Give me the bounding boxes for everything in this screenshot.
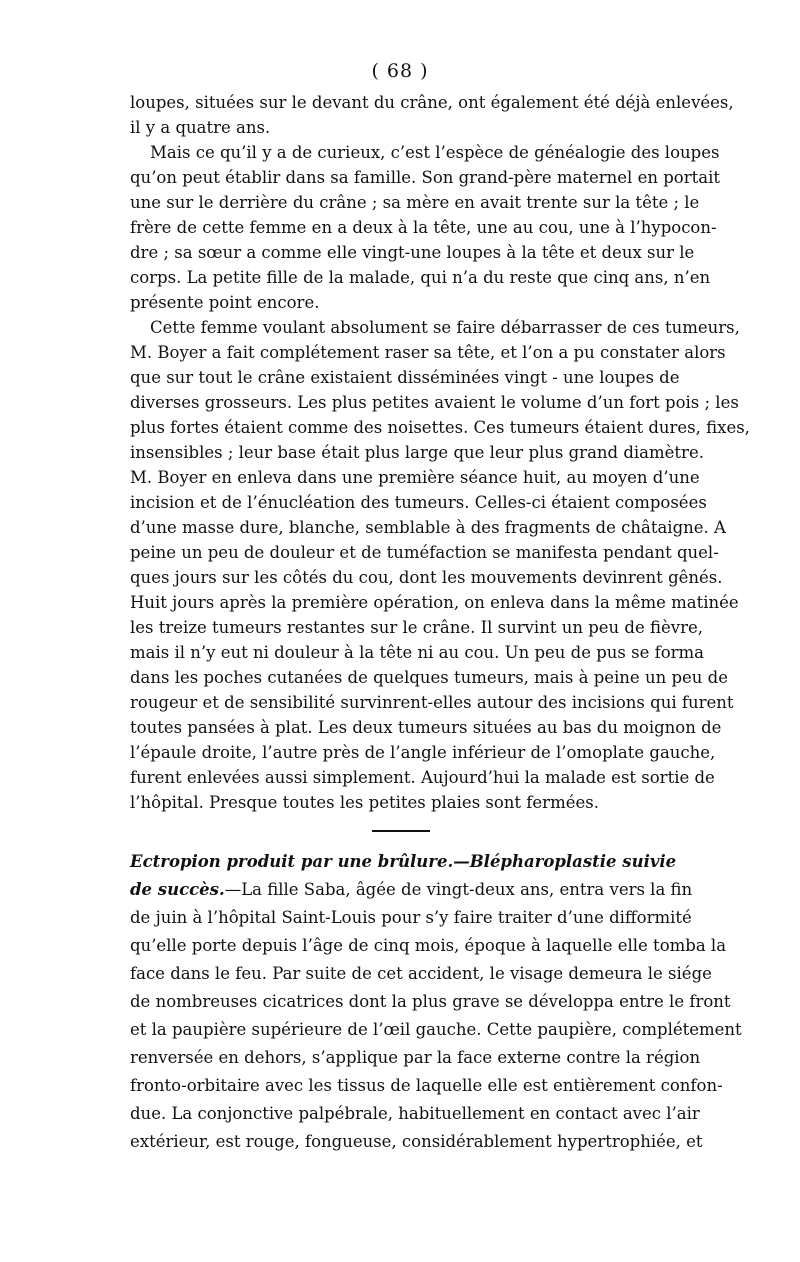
text-line: présente point encore. bbox=[130, 293, 320, 312]
section-heading-line-2 bbox=[130, 876, 693, 904]
text-line: plus fortes étaient comme des noisettes. Ces tumeurs étaient dures, fixes, bbox=[130, 418, 750, 437]
text-line: les treize tumeurs restantes sur le crâne. Il survint un peu de fièvre, bbox=[130, 618, 703, 637]
text-line: furent enlevées aussi simplement. Aujourd’hui la malade est sortie de bbox=[130, 768, 715, 787]
text-line: qu’on peut établir dans sa famille. Son grand-père maternel en portait bbox=[130, 168, 720, 187]
text-line: ques jours sur les côtés du cou, dont les mouvements devinrent gênés. bbox=[130, 568, 723, 587]
text-line: de nombreuses cicatrices dont la plus grave se développa entre le front bbox=[130, 992, 731, 1011]
text-line: Cette femme voulant absolument se faire débarrasser de ces tumeurs, bbox=[150, 318, 740, 337]
text-line: extérieur, est rouge, fongueuse, considérablement hypertrophiée, et bbox=[130, 1132, 703, 1151]
text-line: et la paupière supérieure de l’œil gauche. Cette paupière, complétement bbox=[130, 1020, 742, 1039]
text-line: incision et de l’énucléation des tumeurs. Celles-ci étaient composées bbox=[130, 493, 707, 512]
text-line: que sur tout le crâne existaient disséminées vingt - une loupes de bbox=[130, 368, 680, 387]
text-line: renversée en dehors, s’applique par la face externe contre la région bbox=[130, 1048, 701, 1067]
text-line: toutes pansées à plat. Les deux tumeurs situées au bas du moignon de bbox=[130, 718, 722, 737]
text-line: rougeur et de sensibilité survinrent-elles autour des incisions qui furent bbox=[130, 693, 734, 712]
text-line: due. La conjonctive palpébrale, habituellement en contact avec l’air bbox=[130, 1104, 700, 1123]
section-divider bbox=[372, 830, 430, 832]
text-line: frère de cette femme en a deux à la tête, une au cou, une à l’hypocon- bbox=[130, 218, 717, 237]
section-heading bbox=[130, 848, 677, 876]
text-line: de juin à l’hôpital Saint-Louis pour s’y faire traiter d’une difformité bbox=[130, 908, 692, 927]
text-line: peine un peu de douleur et de tuméfaction se manifesta pendant quel- bbox=[130, 543, 719, 562]
section-heading-title-end: de succès. bbox=[130, 880, 225, 899]
text-line: qu’elle porte depuis l’âge de cinq mois, époque à laquelle elle tomba la bbox=[130, 936, 727, 955]
text-line: Huit jours après la première opération, on enleva dans la même matinée bbox=[130, 593, 739, 612]
text-line: diverses grosseurs. Les plus petites avaient le volume d’un fort pois ; les bbox=[130, 393, 739, 412]
page-number: ( 68 ) bbox=[371, 60, 429, 82]
text-line: mais il n’y eut ni douleur à la tête ni au cou. Un peu de pus se forma bbox=[130, 643, 705, 662]
text-line: face dans le feu. Par suite de cet accident, le visage demeura le siége bbox=[130, 964, 712, 983]
text-line: l’hôpital. Presque toutes les petites plaies sont fermées. bbox=[130, 793, 599, 812]
text-line: dre ; sa sœur a comme elle vingt-une loupes à la tête et deux sur le bbox=[130, 243, 695, 262]
text-line: d’une masse dure, blanche, semblable à des fragments de châtaigne. A bbox=[130, 518, 726, 537]
text-line: fronto-orbitaire avec les tissus de laquelle elle est entièrement confon- bbox=[130, 1076, 723, 1095]
text-line: l’épaule droite, l’autre près de l’angle inférieur de l’omoplate gauche, bbox=[130, 743, 716, 762]
text-line: insensibles ; leur base était plus large que leur plus grand diamètre. bbox=[130, 443, 704, 462]
text-line: une sur le derrière du crâne ; sa mère en avait trente sur la tête ; le bbox=[130, 193, 700, 212]
section-heading-title: Ectropion produit par une brûlure.—Blépharoplastie suivie bbox=[130, 852, 677, 871]
text-line: corps. La petite fille de la malade, qui n’a du reste que cinq ans, n’en bbox=[130, 268, 711, 287]
text-line: loupes, situées sur le devant du crâne, ont également été déjà enlevées, bbox=[130, 93, 734, 112]
text-line: dans les poches cutanées de quelques tumeurs, mais à peine un peu de bbox=[130, 668, 728, 687]
text-line: M. Boyer a fait complétement raser sa tête, et l’on a pu constater alors bbox=[130, 343, 726, 362]
text-line: —La fille Saba, âgée de vingt-deux ans, entra vers la fin bbox=[224, 880, 693, 899]
text-line: M. Boyer en enleva dans une première séance huit, au moyen d’une bbox=[130, 468, 700, 487]
text-line: il y a quatre ans. bbox=[130, 118, 271, 137]
text-line: Mais ce qu’il y a de curieux, c’est l’espèce de généalogie des loupes bbox=[150, 143, 720, 162]
